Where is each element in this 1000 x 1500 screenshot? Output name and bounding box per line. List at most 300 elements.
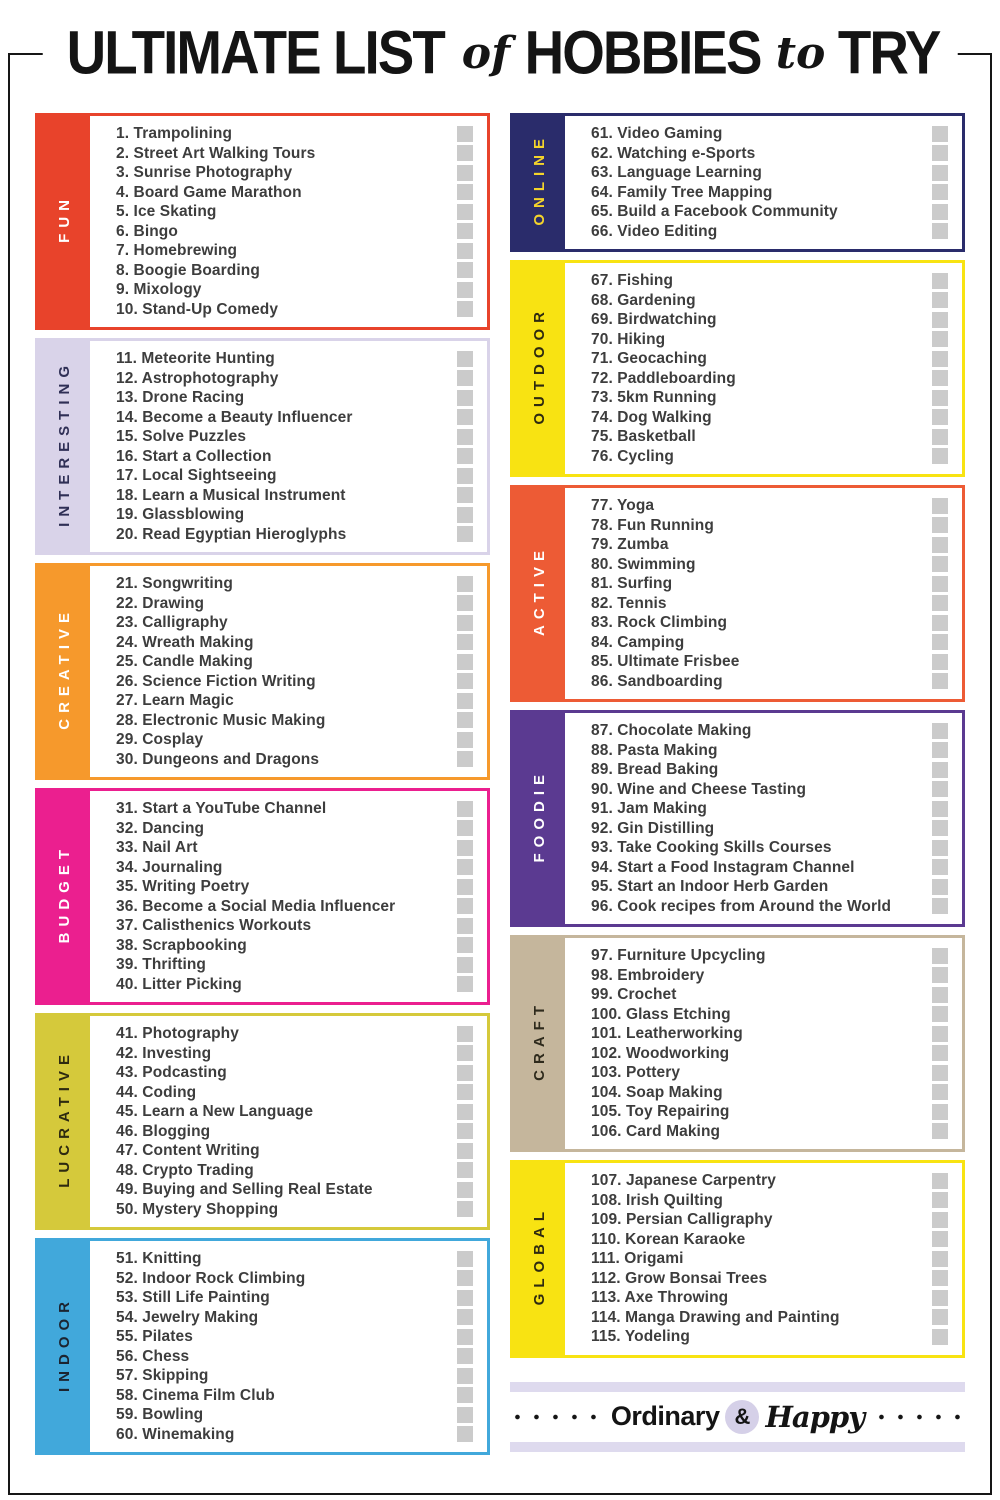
checkbox[interactable]: [457, 390, 473, 406]
list-item: [591, 535, 948, 555]
hobby-item-text: 108. Irish Quilting: [591, 1191, 723, 1209]
checkbox[interactable]: [457, 204, 473, 220]
checkbox[interactable]: [457, 976, 473, 992]
list-item: [116, 202, 473, 222]
checkbox[interactable]: [932, 126, 948, 142]
hobby-item-text: 20. Read Egyptian Hieroglyphs: [116, 525, 347, 543]
list-item: [116, 799, 473, 819]
checkbox[interactable]: [457, 262, 473, 278]
checkbox[interactable]: [932, 331, 948, 347]
checkbox[interactable]: [457, 370, 473, 386]
hobby-item-text: 95. Start an Indoor Herb Garden: [591, 878, 829, 895]
list-item: [116, 1161, 473, 1181]
hobby-item-text: 68. Gardening: [591, 291, 696, 309]
checkbox[interactable]: [457, 1045, 473, 1061]
hobby-item-text: 63. Language Learning: [591, 164, 762, 181]
hobby-item-text: 113. Axe Throwing: [591, 1289, 729, 1306]
checkbox[interactable]: [457, 1162, 473, 1178]
category-label: BUDGET: [55, 843, 73, 944]
checkbox[interactable]: [457, 634, 473, 650]
category-label: OUTDOOR: [530, 306, 548, 425]
list-item: [591, 1249, 948, 1269]
list-item: [116, 594, 473, 614]
list-item: [116, 916, 473, 936]
checkbox[interactable]: [457, 840, 473, 856]
checkbox[interactable]: [932, 292, 948, 308]
hobby-item-text: 25. Candle Making: [116, 653, 253, 670]
list-item: [591, 291, 948, 311]
hobby-item-text: 28. Electronic Music Making: [116, 711, 326, 729]
hobby-item-text: 82. Tennis: [591, 594, 667, 612]
checkbox[interactable]: [457, 223, 473, 239]
checkbox[interactable]: [457, 1329, 473, 1345]
hobby-item-text: 75. Basketball: [591, 428, 696, 445]
hobby-item-text: 80. Swimming: [591, 555, 696, 573]
hobby-item-text: 66. Video Editing: [591, 222, 718, 240]
list-item: [591, 1230, 948, 1250]
checkbox[interactable]: [457, 879, 473, 895]
checkbox[interactable]: [932, 556, 948, 572]
checkbox[interactable]: [932, 723, 948, 739]
list-item: [591, 760, 948, 780]
page-title: [43, 14, 958, 92]
checkbox[interactable]: [932, 429, 948, 445]
list-item: [116, 124, 473, 144]
list-item: [116, 819, 473, 839]
list-item: [591, 163, 948, 183]
checkbox[interactable]: [457, 693, 473, 709]
checkbox[interactable]: [932, 576, 948, 592]
section-creative: [35, 563, 490, 780]
checkbox[interactable]: [932, 801, 948, 817]
category-sidebar-lucrative: [38, 1016, 90, 1227]
checkbox[interactable]: [457, 1348, 473, 1364]
checkbox[interactable]: [932, 1065, 948, 1081]
hobby-item-text: 64. Family Tree Mapping: [591, 183, 773, 201]
hobby-item-text: 34. Journaling: [116, 858, 223, 876]
checkbox[interactable]: [457, 898, 473, 914]
checkbox[interactable]: [457, 301, 473, 317]
checkbox[interactable]: [457, 1026, 473, 1042]
hobby-item-text: 53. Still Life Painting: [116, 1289, 270, 1306]
hobby-item-text: 31. Start a YouTube Channel: [116, 800, 327, 817]
hobby-item-text: 5. Ice Skating: [116, 203, 217, 220]
section-foodie: [510, 710, 965, 927]
checkbox[interactable]: [932, 820, 948, 836]
checkbox[interactable]: [932, 967, 948, 983]
hobby-item-text: 12. Astrophotography: [116, 369, 279, 387]
hobby-item-text: 32. Dancing: [116, 819, 205, 837]
checkbox[interactable]: [932, 762, 948, 778]
list-item: [591, 966, 948, 986]
hobby-item-text: 50. Mystery Shopping: [116, 1200, 279, 1218]
hobby-item-text: 1. Trampolining: [116, 125, 233, 142]
checkbox[interactable]: [457, 243, 473, 259]
checkbox[interactable]: [932, 987, 948, 1003]
checkbox[interactable]: [457, 1290, 473, 1306]
brand-logo: [611, 1400, 864, 1434]
list-item: [116, 241, 473, 261]
hobby-item-text: 7. Homebrewing: [116, 242, 238, 259]
hobby-item-text: 6. Bingo: [116, 222, 178, 240]
category-sidebar-indoor: [38, 1241, 90, 1452]
list-item: [591, 1005, 948, 1025]
list-item: [116, 280, 473, 300]
checkbox[interactable]: [932, 1104, 948, 1120]
checkbox[interactable]: [932, 1006, 948, 1022]
checkbox[interactable]: [932, 1212, 948, 1228]
checkbox[interactable]: [457, 576, 473, 592]
hobby-item-text: 103. Pottery: [591, 1064, 681, 1081]
hobby-item-text: 54. Jewelry Making: [116, 1308, 259, 1326]
list-item: [591, 897, 948, 917]
hobby-item-text: 89. Bread Baking: [591, 761, 719, 778]
list-item: [591, 1288, 948, 1308]
hobby-item-text: 16. Start a Collection: [116, 447, 272, 465]
checkbox[interactable]: [932, 165, 948, 181]
checkbox[interactable]: [932, 517, 948, 533]
checkbox[interactable]: [932, 184, 948, 200]
checkbox[interactable]: [457, 732, 473, 748]
brand-ampersand-badge: &: [725, 1400, 759, 1434]
checkbox[interactable]: [457, 1407, 473, 1423]
hobby-item-text: 92. Gin Distilling: [591, 819, 715, 837]
checkbox[interactable]: [932, 1045, 948, 1061]
hobby-item-text: 59. Bowling: [116, 1406, 204, 1423]
list-item: [116, 486, 473, 506]
hobby-item-text: 44. Coding: [116, 1083, 197, 1101]
list-item: [116, 1327, 473, 1347]
hobby-item-text: 13. Drone Racing: [116, 389, 245, 406]
hobby-item-text: 81. Surfing: [591, 575, 673, 592]
checkbox[interactable]: [932, 370, 948, 386]
checkbox[interactable]: [932, 781, 948, 797]
category-label: GLOBAL: [530, 1206, 548, 1306]
checkbox[interactable]: [457, 957, 473, 973]
list-item: [591, 1024, 948, 1044]
list-item: [591, 369, 948, 389]
checkbox[interactable]: [932, 1270, 948, 1286]
checkbox[interactable]: [932, 390, 948, 406]
checkbox[interactable]: [932, 312, 948, 328]
checkbox[interactable]: [457, 1104, 473, 1120]
checkbox[interactable]: [932, 409, 948, 425]
checkbox[interactable]: [457, 507, 473, 523]
category-sidebar-global: [513, 1163, 565, 1355]
list-item: [591, 1083, 948, 1103]
list-item: [116, 1308, 473, 1328]
list-item: [591, 877, 948, 897]
hobby-item-text: 51. Knitting: [116, 1250, 202, 1267]
list-item: [116, 427, 473, 447]
checkbox[interactable]: [457, 448, 473, 464]
checkbox[interactable]: [457, 1368, 473, 1384]
right-column: [510, 113, 965, 1452]
list-item: [116, 672, 473, 692]
list-item: [591, 1063, 948, 1083]
checkbox[interactable]: [932, 1026, 948, 1042]
title-script-to: to: [775, 27, 826, 79]
hobby-item-text: 98. Embroidery: [591, 966, 705, 984]
category-sidebar-craft: [513, 938, 565, 1149]
checkbox[interactable]: [932, 654, 948, 670]
list-item: [116, 975, 473, 995]
checkbox[interactable]: [457, 751, 473, 767]
section-craft: [510, 935, 965, 1152]
hobby-item-text: 94. Start a Food Instagram Channel: [591, 858, 855, 876]
hobby-item-text: 42. Investing: [116, 1044, 212, 1062]
checkbox[interactable]: [457, 937, 473, 953]
list-item: [591, 1210, 948, 1230]
checkbox[interactable]: [457, 615, 473, 631]
checkbox[interactable]: [457, 1143, 473, 1159]
list-item: [591, 1191, 948, 1211]
hobby-item-text: 3. Sunrise Photography: [116, 164, 293, 181]
hobby-item-text: 45. Learn a New Language: [116, 1103, 314, 1120]
list-item: [591, 427, 948, 447]
checkbox[interactable]: [457, 145, 473, 161]
checkbox[interactable]: [932, 537, 948, 553]
section-online: [510, 113, 965, 252]
checkbox[interactable]: [457, 801, 473, 817]
category-sidebar-foodie: [513, 713, 565, 924]
list-item: [591, 408, 948, 428]
list-item: [591, 1044, 948, 1064]
list-item: [591, 330, 948, 350]
hobby-item-text: 22. Drawing: [116, 594, 205, 612]
hobby-item-text: 38. Scrapbooking: [116, 936, 247, 954]
checkbox[interactable]: [932, 634, 948, 650]
category-label: FUN: [55, 194, 73, 243]
list-item: [116, 1269, 473, 1289]
hobby-list: [90, 1016, 487, 1227]
list-item: [116, 1180, 473, 1200]
hobby-item-text: 58. Cinema Film Club: [116, 1386, 275, 1404]
list-item: [591, 144, 948, 164]
category-label: LUCRATIVE: [55, 1049, 73, 1188]
checkbox[interactable]: [457, 1426, 473, 1442]
list-item: [116, 613, 473, 633]
list-item: [116, 691, 473, 711]
list-item: [116, 652, 473, 672]
checkbox[interactable]: [932, 145, 948, 161]
hobby-item-text: 36. Become a Social Media Influencer: [116, 897, 396, 915]
list-item: [116, 1063, 473, 1083]
checkbox[interactable]: [932, 223, 948, 239]
checkbox[interactable]: [457, 487, 473, 503]
hobby-item-text: 73. 5km Running: [591, 389, 717, 406]
list-item: [116, 1141, 473, 1161]
checkbox[interactable]: [932, 273, 948, 289]
hobby-item-text: 77. Yoga: [591, 497, 655, 514]
checkbox[interactable]: [932, 448, 948, 464]
list-item: [116, 505, 473, 525]
list-item: [591, 1269, 948, 1289]
checkbox[interactable]: [932, 840, 948, 856]
hobby-item-text: 78. Fun Running: [591, 516, 714, 534]
hobby-item-text: 10. Stand-Up Comedy: [116, 300, 279, 318]
checkbox[interactable]: [932, 595, 948, 611]
hobby-item-text: 90. Wine and Cheese Tasting: [591, 780, 807, 798]
hobby-item-text: 97. Furniture Upcycling: [591, 947, 766, 964]
checkbox[interactable]: [457, 1270, 473, 1286]
list-item: [591, 652, 948, 672]
list-item: [591, 613, 948, 633]
section-lucrative: [35, 1013, 490, 1230]
checkbox[interactable]: [932, 859, 948, 875]
brand-name-ordinary: Ordinary: [610, 1401, 720, 1431]
checkbox[interactable]: [457, 1387, 473, 1403]
hobby-item-text: 111. Origami: [591, 1250, 684, 1267]
list-item: [591, 349, 948, 369]
hobby-list: [90, 791, 487, 1002]
checkbox[interactable]: [932, 1084, 948, 1100]
hobby-item-text: 114. Manga Drawing and Painting: [591, 1308, 840, 1326]
checkbox[interactable]: [932, 1192, 948, 1208]
checkbox[interactable]: [932, 948, 948, 964]
checkbox[interactable]: [457, 595, 473, 611]
hobby-item-text: 96. Cook recipes from Around the World: [591, 897, 892, 915]
checkbox[interactable]: [932, 1231, 948, 1247]
hobby-item-text: 87. Chocolate Making: [591, 722, 752, 739]
list-item: [591, 594, 948, 614]
list-item: [116, 447, 473, 467]
hobby-item-text: 46. Blogging: [116, 1122, 211, 1140]
checkbox[interactable]: [932, 1173, 948, 1189]
hobby-item-text: 72. Paddleboarding: [591, 369, 736, 387]
category-label: INDOOR: [55, 1295, 73, 1392]
hobby-item-text: 61. Video Gaming: [591, 125, 723, 142]
checkbox[interactable]: [457, 673, 473, 689]
checkbox[interactable]: [457, 1309, 473, 1325]
hobby-item-text: 70. Hiking: [591, 330, 666, 348]
hobby-item-text: 9. Mixology: [116, 281, 202, 298]
list-item: [116, 955, 473, 975]
checkbox[interactable]: [932, 615, 948, 631]
section-interesting: [35, 338, 490, 555]
checkbox[interactable]: [457, 1065, 473, 1081]
title-part-2: HOBBIES: [524, 18, 761, 88]
hobby-item-text: 71. Geocaching: [591, 350, 707, 367]
checkbox[interactable]: [457, 468, 473, 484]
checkbox[interactable]: [457, 1123, 473, 1139]
list-item: [116, 261, 473, 281]
category-label: FOODIE: [530, 768, 548, 863]
hobby-item-text: 56. Chess: [116, 1347, 190, 1365]
list-item: [116, 838, 473, 858]
checkbox[interactable]: [932, 1309, 948, 1325]
list-item: [591, 574, 948, 594]
list-item: [591, 858, 948, 878]
list-item: [591, 124, 948, 144]
checkbox[interactable]: [457, 859, 473, 875]
checkbox[interactable]: [457, 1182, 473, 1198]
hobby-item-text: 35. Writing Poetry: [116, 878, 250, 895]
list-item: [591, 555, 948, 575]
brand-name-happy: Happy: [765, 1399, 865, 1434]
checkbox[interactable]: [932, 1329, 948, 1345]
list-item: [591, 202, 948, 222]
checkbox[interactable]: [457, 526, 473, 542]
checkbox[interactable]: [457, 712, 473, 728]
checkbox[interactable]: [457, 351, 473, 367]
hobby-item-text: 43. Podcasting: [116, 1064, 227, 1081]
hobby-item-text: 106. Card Making: [591, 1122, 721, 1140]
hobby-item-text: 49. Buying and Selling Real Estate: [116, 1181, 373, 1198]
list-item: [116, 222, 473, 242]
hobby-item-text: 4. Board Game Marathon: [116, 183, 302, 201]
list-item: [591, 838, 948, 858]
hobby-item-text: 11. Meteorite Hunting: [116, 350, 275, 367]
hobby-item-text: 37. Calisthenics Workouts: [116, 917, 312, 934]
hobby-item-text: 57. Skipping: [116, 1367, 209, 1384]
checkbox[interactable]: [457, 918, 473, 934]
checkbox[interactable]: [457, 654, 473, 670]
section-budget: [35, 788, 490, 1005]
checkbox[interactable]: [457, 1201, 473, 1217]
list-item: [591, 496, 948, 516]
checkbox[interactable]: [932, 898, 948, 914]
list-item: [591, 1327, 948, 1347]
hobby-item-text: 86. Sandboarding: [591, 672, 723, 690]
checkbox[interactable]: [457, 1084, 473, 1100]
section-indoor: [35, 1238, 490, 1455]
hobby-item-text: 24. Wreath Making: [116, 633, 254, 651]
checkbox[interactable]: [932, 351, 948, 367]
checkbox[interactable]: [932, 498, 948, 514]
hobby-item-text: 109. Persian Calligraphy: [591, 1211, 773, 1228]
list-item: [591, 222, 948, 242]
checkbox[interactable]: [932, 1123, 948, 1139]
checkbox[interactable]: [457, 1251, 473, 1267]
hobby-list: [90, 1241, 487, 1452]
list-item: [591, 1308, 948, 1328]
left-column: [35, 113, 490, 1463]
checkbox[interactable]: [457, 282, 473, 298]
checkbox[interactable]: [457, 820, 473, 836]
hobby-item-text: 26. Science Fiction Writing: [116, 672, 316, 690]
checkbox[interactable]: [932, 742, 948, 758]
hobby-list: [565, 713, 962, 924]
hobby-item-text: 110. Korean Karaoke: [591, 1230, 746, 1248]
category-label: CRAFT: [530, 1000, 548, 1081]
checkbox[interactable]: [457, 184, 473, 200]
checkbox[interactable]: [932, 673, 948, 689]
hobby-item-text: 40. Litter Picking: [116, 975, 242, 993]
list-item: [591, 1171, 948, 1191]
checkbox[interactable]: [457, 126, 473, 142]
category-sidebar-outdoor: [513, 263, 565, 474]
checkbox[interactable]: [932, 1251, 948, 1267]
list-item: [116, 1102, 473, 1122]
hobby-list: [565, 1163, 962, 1355]
checkbox[interactable]: [457, 165, 473, 181]
checkbox[interactable]: [932, 1290, 948, 1306]
checkbox[interactable]: [932, 204, 948, 220]
checkbox[interactable]: [457, 429, 473, 445]
hobby-item-text: 29. Cosplay: [116, 731, 204, 748]
list-item: [116, 349, 473, 369]
list-item: [591, 741, 948, 761]
checkbox[interactable]: [457, 409, 473, 425]
list-item: [116, 408, 473, 428]
hobby-item-text: 19. Glassblowing: [116, 506, 245, 523]
hobby-item-text: 30. Dungeons and Dragons: [116, 750, 320, 768]
checkbox[interactable]: [932, 879, 948, 895]
list-item: [116, 936, 473, 956]
hobby-list: [90, 566, 487, 777]
list-item: [116, 388, 473, 408]
